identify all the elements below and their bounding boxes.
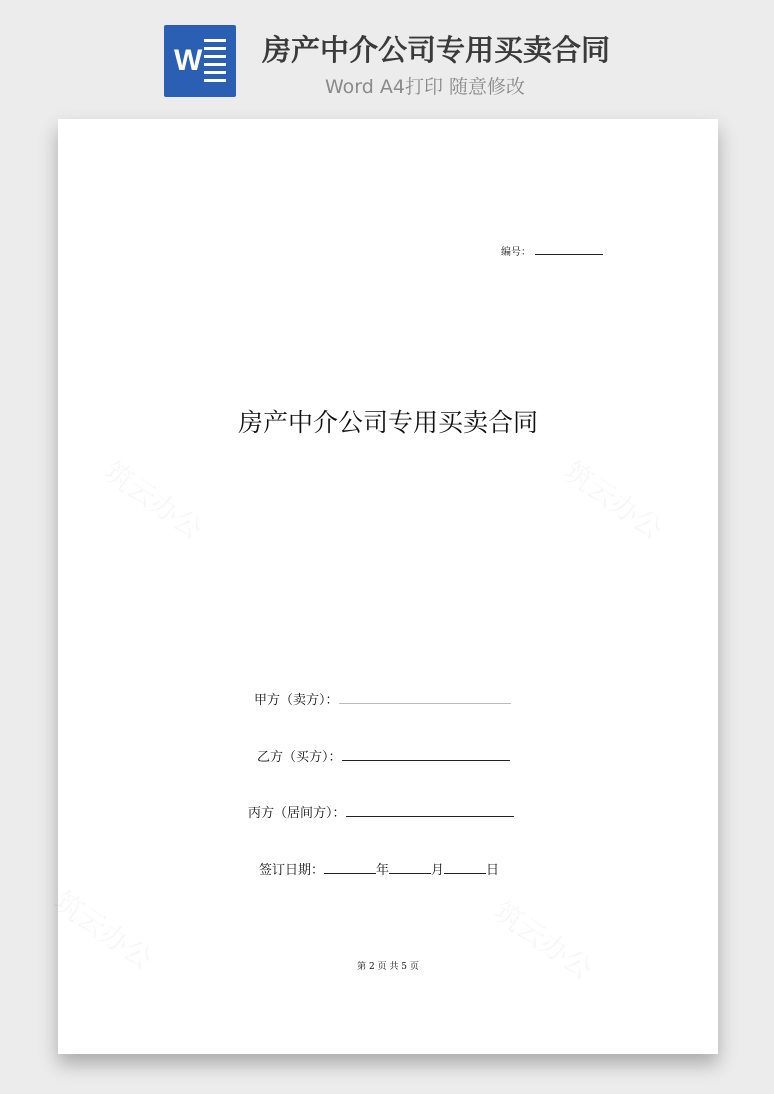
- party-b-label: 乙方（买方）：: [257, 750, 342, 765]
- sign-date-day-blank[interactable]: [444, 861, 486, 874]
- party-b-blank[interactable]: [342, 748, 510, 761]
- word-icon-letter: W: [174, 44, 203, 77]
- sign-date-label: 签订日期：: [259, 863, 325, 878]
- serial-number-label: 编号：: [501, 247, 531, 258]
- sign-date-year-label: 年: [376, 863, 390, 878]
- sign-date-month-label: 月: [431, 863, 445, 878]
- party-b-field[interactable]: [257, 746, 510, 765]
- sign-date-year-blank[interactable]: [324, 861, 376, 874]
- party-a-field[interactable]: [254, 689, 511, 708]
- banner-title: 房产中介公司专用买卖合同: [262, 33, 611, 67]
- sign-date-month-blank[interactable]: [389, 861, 431, 874]
- sign-date-field[interactable]: [259, 859, 499, 878]
- page-footer: 第 2 页 共 5 页: [357, 962, 419, 972]
- word-icon: [164, 25, 236, 97]
- sign-date-day-label: 日: [486, 863, 500, 878]
- watermark: [557, 450, 672, 547]
- watermark: [97, 450, 212, 547]
- document-page: [58, 119, 718, 1054]
- banner-subtitle: Word A4打印 随意修改: [325, 76, 526, 98]
- party-c-blank[interactable]: [346, 804, 514, 817]
- party-c-field[interactable]: [248, 802, 514, 821]
- watermark: [487, 890, 602, 987]
- party-a-label: 甲方（卖方）：: [254, 693, 339, 708]
- party-a-blank[interactable]: [339, 691, 511, 704]
- word-icon-lines: [204, 39, 226, 87]
- serial-number-blank[interactable]: [535, 254, 603, 255]
- serial-number-field[interactable]: [501, 243, 603, 258]
- document-title: 房产中介公司专用买卖合同: [237, 408, 538, 437]
- party-c-label: 丙方（居间方）：: [248, 806, 346, 821]
- header-banner: [0, 0, 774, 110]
